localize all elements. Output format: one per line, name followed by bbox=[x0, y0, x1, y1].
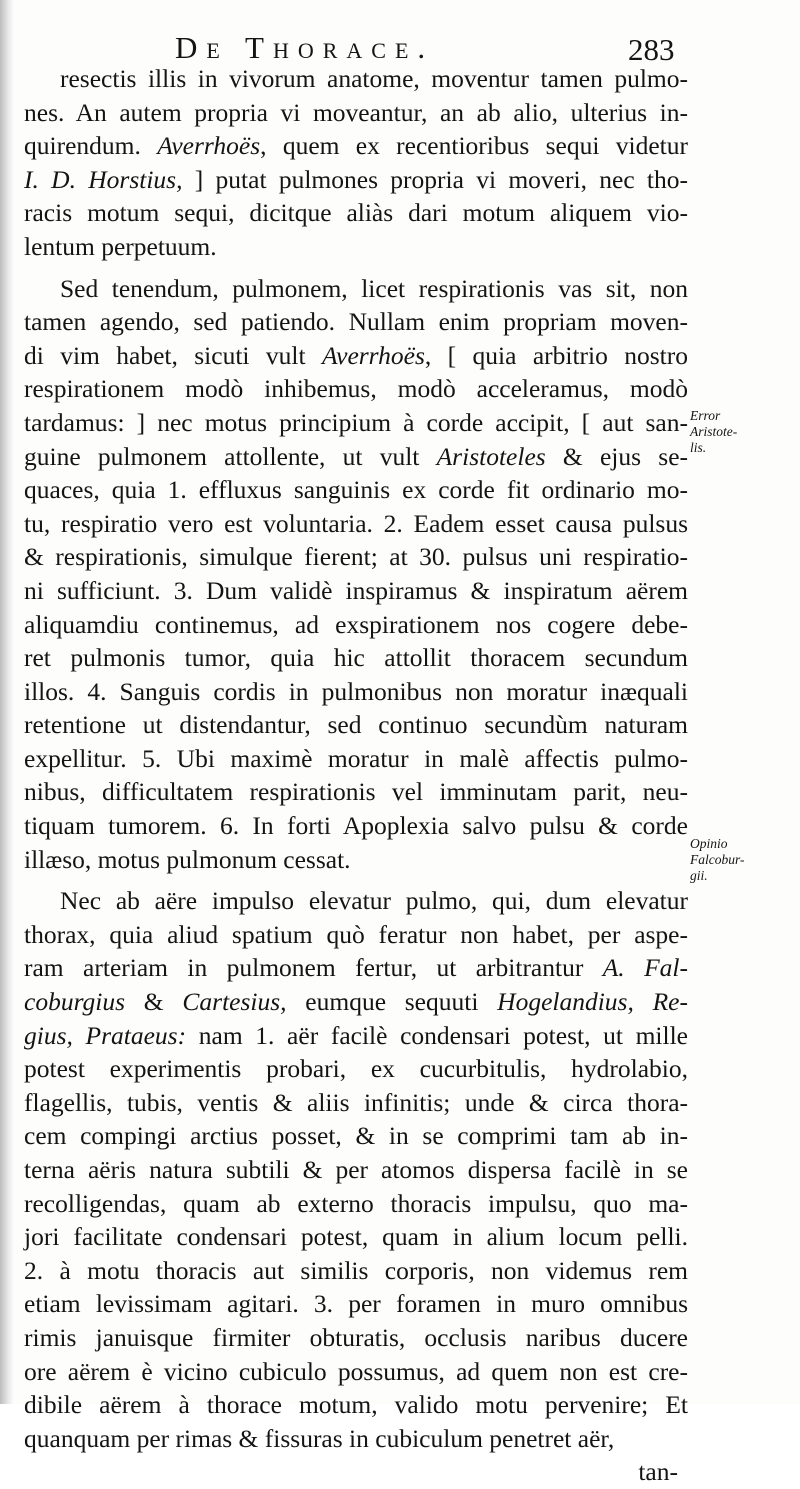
text-line: quaces, quia 1. effluxus sanguinis ex corde fit ordinario mo- bbox=[24, 475, 688, 505]
text-line: ni sufficiunt. 3. Dum validè inspiramus & inspiratum aërem bbox=[24, 575, 688, 605]
text-line: resectis illis in vivorum anatome, moventur tamen pulmo- bbox=[60, 64, 688, 93]
text-line: 2. à motu thoracis aut similis corporis, non videmus rem bbox=[24, 1255, 688, 1285]
marginal-note-line: Aristote- bbox=[690, 424, 738, 439]
text-line: I. D. Horstius, ] putat pulmones propria vi moveri, nec tho- bbox=[24, 164, 689, 194]
binding-edge-shadow bbox=[0, 0, 14, 1404]
running-head-title: De Thorace. bbox=[175, 30, 435, 65]
text-line: quanquam per rimas & fissuras in cubiculum penetret aër, bbox=[24, 1423, 615, 1453]
text-line: nibus, difficultatem respirationis vel imminutam parit, neu- bbox=[24, 777, 688, 807]
text-line: & respirationis, simulque fierent; at 30. pulsus uni respiratio- bbox=[24, 542, 688, 572]
paragraph bbox=[24, 62, 688, 264]
text-line: aliquamdiu continemus, ad exspirationem nos cogere debe- bbox=[24, 609, 688, 639]
text-line: tamen agendo, sed patiendo. Nullam enim propriam moven- bbox=[24, 307, 688, 337]
text-line: racis motum sequi, dicitque aliàs dari motum aliquem vio- bbox=[24, 198, 688, 228]
text-line: thorax, quia aliud spatium quò feratur non habet, per aspe- bbox=[24, 919, 688, 949]
text-line: illæso, motus pulmonum cessat. bbox=[24, 844, 351, 874]
text-line: retentione ut distendantur, sed continuo secundùm naturam bbox=[24, 710, 688, 740]
text-line: potest experimentis probari, ex cucurbitulis, hydrolabio, bbox=[24, 1054, 688, 1084]
text-line: tu, respiratio vero est voluntaria. 2. Eadem esset causa pulsus bbox=[24, 508, 688, 538]
text-line: nes. An autem propria vi moveantur, an ab alio, ulterius in- bbox=[24, 97, 688, 127]
paragraph bbox=[24, 884, 688, 1455]
text-line: cem compingi arctius posset, & in se comprimi tam ab in- bbox=[24, 1121, 688, 1151]
text-line: etiam levissimam agitari. 3. per foramen in muro omnibus bbox=[24, 1289, 688, 1319]
text-line: quirendum. Averrhoës, quem ex recentioribus sequi videtur bbox=[24, 131, 688, 161]
text-line: gius, Prataeus: nam 1. aër facilè condensari potest, ut mille bbox=[24, 1020, 688, 1050]
text-line: terna aëris natura subtili & per atomos dispersa facilè in se bbox=[24, 1155, 688, 1184]
text-line: tardamus: ] nec motus principium à corde accipit, [ aut san- bbox=[24, 407, 688, 437]
text-line: respirationem modò inhibemus, modò acceleramus, modò bbox=[24, 374, 688, 404]
marginal-note-line: gii. bbox=[690, 868, 708, 883]
text-line: flagellis, tubis, ventis & aliis infinitis; unde & circa thora- bbox=[24, 1087, 688, 1117]
text-line: expellitur. 5. Ubi maximè moratur in malè affectis pulmo- bbox=[24, 743, 688, 773]
marginal-note-error-aristotelis bbox=[690, 408, 794, 456]
page-number: 283 bbox=[628, 32, 675, 67]
marginal-note-line: Opinio bbox=[690, 836, 728, 851]
text-line: Sed tenendum, pulmonem, licet respirationis vas sit, non bbox=[60, 273, 688, 303]
text-line: Nec ab aëre impulso elevatur pulmo, qui, dum elevatur bbox=[60, 886, 688, 916]
paragraph bbox=[24, 272, 688, 877]
text-line: ram arteriam in pulmonem fertur, ut arbitrantur A. Fal- bbox=[24, 953, 688, 983]
text-line: coburgius & Cartesius, eumque sequuti Hogelandius, Re- bbox=[24, 987, 688, 1017]
text-line: di vim habet, sicuti vult Averrhoës, [ quia arbitrio nostro bbox=[24, 340, 689, 370]
text-line: lentum perpetuum. bbox=[24, 231, 217, 261]
catchword: tan- bbox=[638, 1457, 678, 1487]
text-line: dibile aërem à thorace motum, valido motu pervenire; Et bbox=[24, 1390, 688, 1420]
marginal-note-line: Error bbox=[690, 408, 721, 423]
marginal-note-line: Falcobur- bbox=[690, 852, 745, 867]
text-line: ret pulmonis tumor, quia hic attollit thoracem secundum bbox=[24, 643, 688, 673]
text-line: tiquam tumorem. 6. In forti Apoplexia salvo pulsu & corde bbox=[24, 811, 688, 841]
text-line: guine pulmonem attollente, ut vult Aristoteles & ejus se- bbox=[24, 441, 688, 471]
marginal-note-opinio-falcoburgii bbox=[690, 836, 794, 884]
body-text bbox=[24, 62, 688, 1489]
text-line: jori facilitate condensari potest, quam in alium locum pelli. bbox=[24, 1222, 688, 1252]
text-line: rimis januisque firmiter obturatis, occlusis naribus ducere bbox=[24, 1322, 688, 1352]
marginal-note-line: lis. bbox=[690, 440, 707, 455]
text-line: illos. 4. Sanguis cordis in pulmonibus non moratur inæquali bbox=[24, 676, 688, 706]
text-line: recolligendas, quam ab externo thoracis impulsu, quo ma- bbox=[24, 1188, 688, 1218]
text-line: ore aërem è vicino cubiculo possumus, ad quem non est cre- bbox=[24, 1356, 688, 1386]
